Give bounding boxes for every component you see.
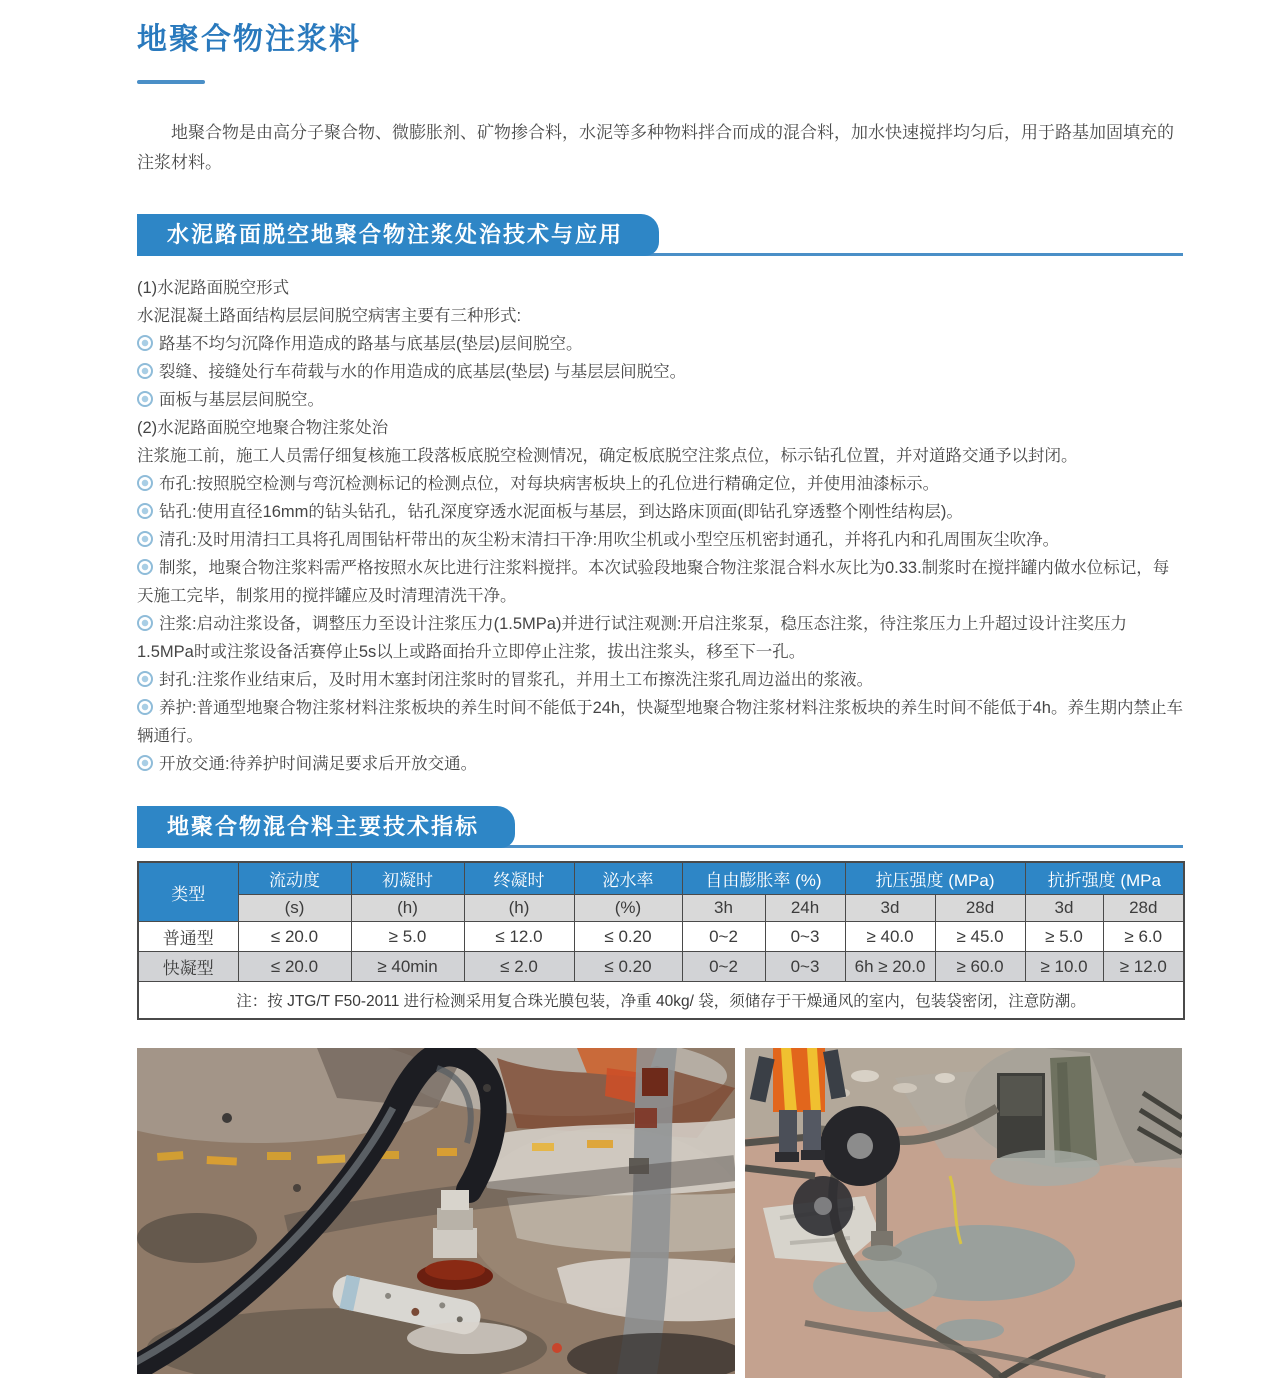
list-item: [137, 666, 1183, 694]
list-item: [137, 386, 1183, 414]
list-item: [137, 610, 1183, 666]
list-item-text: 注浆施工前，施工人员需仔细复核施工段落板底脱空检测情况，确定板底脱空注浆点位，标示钻孔位置，并对道路交通予以封闭。: [137, 447, 1078, 465]
list-item-text: 养护:普通型地聚合物注浆材料注浆板块的养生时间不能低于24h，快凝型地聚合物注浆材料注浆板块的养生时间不能低于4h。养生期内禁止车辆通行。: [137, 699, 1183, 745]
ring-bullet-icon: [137, 363, 153, 379]
list-item-text: 清孔:及时用清扫工具将孔周围钻杆带出的灰尘粉末清扫干净:用吹尘机或小型空压机密封通孔，并将孔内和孔周围灰尘吹净。: [159, 531, 1060, 549]
table-unit-cell: 3h: [682, 895, 765, 922]
table-header-cell: 流动度: [238, 862, 351, 895]
table-note: 注：按 JTG/T F50-2011 进行检测采用复合珠光膜包装，净重 40kg/ 袋，须储存于干燥通风的室内，包装袋密闭，注意防潮。: [138, 982, 1184, 1020]
table-value-cell: 6h ≥ 20.0: [845, 952, 935, 982]
table-value-cell: 0~2: [682, 952, 765, 982]
list-item-text: 水泥混凝土路面结构层层间脱空病害主要有三种形式:: [137, 307, 522, 325]
photos-row: [137, 1048, 1183, 1378]
table-value-cell: ≥ 12.0: [1103, 952, 1184, 982]
table-header-cell: 初凝时: [351, 862, 464, 895]
table-value-cell: ≥ 45.0: [935, 922, 1025, 952]
page-content: [137, 0, 1183, 1378]
table-row-label: 普通型: [138, 922, 238, 952]
list-item: [137, 526, 1183, 554]
table-value-cell: ≥ 6.0: [1103, 922, 1184, 952]
table-header-cell: 泌水率: [574, 862, 682, 895]
page-title: 地聚合物注浆料: [137, 23, 361, 56]
list-item: [137, 750, 1183, 778]
list-item: [137, 274, 1183, 302]
list-item: [137, 330, 1183, 358]
table-unit-cell: 3d: [1025, 895, 1103, 922]
ring-bullet-icon: [137, 335, 153, 351]
ring-bullet-icon: [137, 699, 153, 715]
section2-banner-row: [137, 806, 1183, 848]
table-value-cell: ≤ 20.0: [238, 952, 351, 982]
ring-bullet-icon: [137, 755, 153, 771]
table-header-cell: 终凝时: [464, 862, 574, 895]
table-header-cell: 类型: [138, 862, 238, 922]
section1-banner: 水泥路面脱空地聚合物注浆处治技术与应用: [137, 214, 659, 256]
table-header-cell: 自由膨胀率 (%): [682, 862, 845, 895]
table-unit-cell: 3d: [845, 895, 935, 922]
table-value-cell: ≥ 5.0: [1025, 922, 1103, 952]
spec-table: [137, 861, 1185, 1020]
table-value-cell: 0~3: [765, 952, 845, 982]
photo-grouting-site: [745, 1048, 1182, 1378]
list-item: [137, 358, 1183, 386]
list-item: [137, 302, 1183, 330]
table-value-cell: 0~2: [682, 922, 765, 952]
table-value-cell: 0~3: [765, 922, 845, 952]
table-unit-cell: (%): [574, 895, 682, 922]
ring-bullet-icon: [137, 615, 153, 631]
table-value-cell: ≥ 40.0: [845, 922, 935, 952]
list-item: [137, 442, 1183, 470]
ring-bullet-icon: [137, 559, 153, 575]
section1-list: [137, 274, 1183, 778]
list-item-text: 开放交通:待养护时间满足要求后开放交通。: [159, 755, 478, 773]
table-value-cell: ≥ 40min: [351, 952, 464, 982]
list-item: [137, 470, 1183, 498]
table-unit-cell: (h): [464, 895, 574, 922]
list-item-text: 封孔:注浆作业结束后，及时用木塞封闭注浆时的冒浆孔，并用土工布擦洗注浆孔周边溢出的浆液。: [159, 671, 874, 689]
list-item-text: 注浆:启动注浆设备，调整压力至设计注浆压力(1.5MPa)并进行试注观测:开启注浆泵，稳压态注浆，待注浆压力上升超过设计注奖压力1.5MPa时或注浆设备活赛停止5s以上或路面抬升立即停止注浆，拔出注浆头，移至下一孔。: [137, 615, 1128, 661]
list-item-text: 面板与基层层间脱空。: [159, 391, 324, 409]
table-row-label: 快凝型: [138, 952, 238, 982]
table-header-cell: 抗压强度 (MPa): [845, 862, 1025, 895]
table-unit-cell: (s): [238, 895, 351, 922]
list-item: [137, 694, 1183, 750]
list-item: [137, 554, 1183, 610]
ring-bullet-icon: [137, 391, 153, 407]
table-row: [138, 952, 1184, 982]
list-item-text: 钻孔:使用直径16mm的钻头钻孔，钻孔深度穿透水泥面板与基层，到达路床顶面(即钻孔穿透整个刚性结构层)。: [159, 503, 963, 521]
section1-banner-row: [137, 214, 1183, 256]
table-row: [138, 922, 1184, 952]
table-header-cell: 抗折强度 (MPa: [1025, 862, 1184, 895]
list-item-text: 制浆，地聚合物注浆料需严格按照水灰比进行注浆料搅拌。本次试验段地聚合物注浆混合料水灰比为0.33.制浆时在搅拌罐内做水位标记，每天施工完毕，制浆用的搅拌罐应及时清理清洗干净。: [137, 559, 1170, 605]
section2-banner: 地聚合物混合料主要技术指标: [137, 806, 515, 848]
ring-bullet-icon: [137, 475, 153, 491]
table-value-cell: ≤ 0.20: [574, 952, 682, 982]
ring-bullet-icon: [137, 531, 153, 547]
table-value-cell: ≤ 2.0: [464, 952, 574, 982]
ring-bullet-icon: [137, 503, 153, 519]
table-value-cell: ≤ 20.0: [238, 922, 351, 952]
table-value-cell: ≥ 60.0: [935, 952, 1025, 982]
photo-grout-hole-hose: [137, 1048, 735, 1378]
table-unit-cell: 24h: [765, 895, 845, 922]
table-value-cell: ≤ 12.0: [464, 922, 574, 952]
list-item-text: 布孔:按照脱空检测与弯沉检测标记的检测点位，对每块病害板块上的孔位进行精确定位，并使用油漆标示。: [159, 475, 940, 493]
table-value-cell: ≥ 10.0: [1025, 952, 1103, 982]
table-value-cell: ≤ 0.20: [574, 922, 682, 952]
table-unit-cell: 28d: [1103, 895, 1184, 922]
list-item-text: 裂缝、接缝处行车荷载与水的作用造成的底基层(垫层) 与基层层间脱空。: [159, 363, 687, 381]
table-value-cell: ≥ 5.0: [351, 922, 464, 952]
table-unit-cell: (h): [351, 895, 464, 922]
list-item-text: (1)水泥路面脱空形式: [137, 279, 290, 297]
table-unit-cell: 28d: [935, 895, 1025, 922]
list-item: [137, 498, 1183, 526]
intro-paragraph: 地聚合物是由高分子聚合物、微膨胀剂、矿物掺合料，水泥等多种物料拌合而成的混合料，加水快速搅拌均匀后，用于路基加固填充的注浆材料。: [137, 123, 1174, 172]
photo-grout-hole-hose-image: [137, 1048, 735, 1374]
list-item: [137, 414, 1183, 442]
list-item-text: 路基不均匀沉降作用造成的路基与底基层(垫层)层间脱空。: [159, 335, 583, 353]
ring-bullet-icon: [137, 671, 153, 687]
title-underline-dash: [137, 80, 205, 84]
photo-grouting-site-image: [745, 1048, 1182, 1378]
list-item-text: (2)水泥路面脱空地聚合物注浆处治: [137, 419, 389, 437]
